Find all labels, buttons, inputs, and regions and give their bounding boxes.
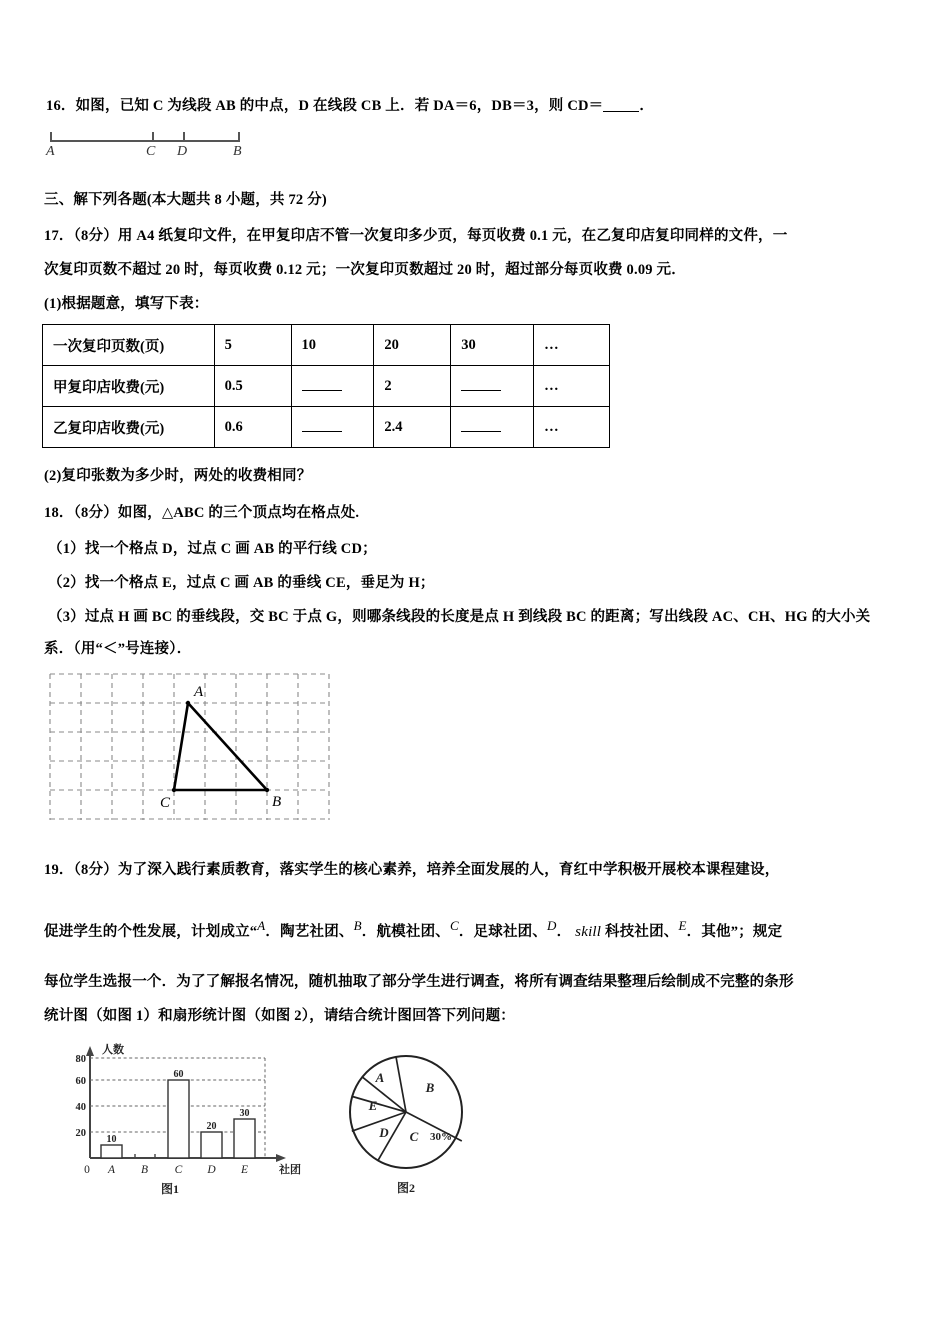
table-cell: 10 xyxy=(291,325,374,366)
x-axis-arrow xyxy=(276,1154,286,1162)
question-19-line-3: 每位学生选报一个．为了了解报名情况，随机抽取了部分学生进行调查，将所有调查结果整理后绘制成不完整的条形 xyxy=(44,974,794,990)
pie-annotation-30pct: 30% xyxy=(430,1131,452,1143)
y-tick-40: 40 xyxy=(75,1102,86,1113)
segment-line xyxy=(50,140,240,142)
bar-D xyxy=(201,1132,222,1158)
bar-chart-club-counts xyxy=(60,1040,310,1200)
option-letter-d: D xyxy=(547,918,557,933)
table-cell: … xyxy=(534,325,610,366)
table-cell: … xyxy=(534,366,610,407)
segment-tick-a xyxy=(50,132,52,141)
table-cell: 30 xyxy=(451,325,534,366)
x-tick-D: D xyxy=(207,1164,216,1176)
segment-label-c: C xyxy=(146,144,156,159)
q19-club-a: ．陶艺社团、 xyxy=(265,923,354,940)
table-cell-blank[interactable] xyxy=(291,366,374,407)
x-origin-label: 0 xyxy=(84,1164,90,1176)
x-tick-labels xyxy=(84,1164,248,1176)
x-tick-B: B xyxy=(140,1164,149,1176)
question-16-text xyxy=(46,98,654,115)
question-17-sub-1: (1)根据题意，填写下表： xyxy=(44,296,209,312)
question-18-line-2: （1）找一个格点 D，过点 C 画 AB 的平行线 CD； xyxy=(48,541,377,557)
table-row-header: 乙复印店收费(元) xyxy=(43,407,215,448)
question-17-sub-2: (2)复印张数为多少时，两处的收费相同？ xyxy=(44,468,312,484)
table-row xyxy=(43,325,610,366)
q19-clause-intro: 促进学生的个性发展，计划成立“ xyxy=(44,923,258,940)
pie-label-C: C xyxy=(409,1129,419,1144)
table-row xyxy=(43,366,610,407)
vertex-label-b: B xyxy=(272,794,282,810)
table-cell: 20 xyxy=(374,325,451,366)
answer-blank xyxy=(302,378,342,391)
section-heading: 三、解下列各题(本大题共 8 小题，共 72 分) xyxy=(44,192,327,208)
pie-chart-club-share xyxy=(340,1040,510,1200)
y-axis-title: 人数 xyxy=(102,1044,124,1056)
pie-label-B: B xyxy=(425,1080,435,1095)
question-18-line-3: （2）找一个格点 E，过点 C 画 AB 的垂线 CE，垂足为 H； xyxy=(48,575,435,591)
segment-label-d: D xyxy=(177,144,188,159)
vertex-label-a: A xyxy=(194,684,204,700)
question-17-line-2: 次复印页数不超过 20 时，每页收费 0.12 元；一次复印页数超过 20 时，超过部分每页收费 0.09 元． xyxy=(44,262,686,278)
table-row xyxy=(43,407,610,448)
chart-bars xyxy=(101,1080,255,1158)
question-18-line-4: （3）过点 H 画 BC 的垂线段，交 BC 于点 G，则哪条线段的长度是点 H 到线段 BC 的距离；写出线段 AC、CH、HG 的大小关 xyxy=(48,609,871,625)
bar-C xyxy=(168,1080,189,1158)
q19-club-b: ．航模社团、 xyxy=(361,923,450,940)
triangle-abc xyxy=(172,701,269,792)
y-tick-80: 80 xyxy=(75,1054,86,1065)
table-cell-blank[interactable] xyxy=(451,407,534,448)
table-cell: 0.6 xyxy=(214,407,291,448)
question-16-stem: 16．如图，已知 C 为线段 AB 的中点，D 在线段 CB 上．若 DA＝6，DB＝3，则 CD＝ xyxy=(46,98,604,114)
x-axis-title: 社团 xyxy=(279,1164,301,1176)
q19-club-d: 科技社团、 xyxy=(605,923,679,940)
bar-A xyxy=(101,1145,122,1158)
question-18-line-1: 18．（8分）如图，△ABC 的三个顶点均在格点处. xyxy=(44,505,360,521)
copy-fee-table xyxy=(42,324,610,448)
skill-word: skill xyxy=(575,923,602,940)
pie-label-E: E xyxy=(368,1098,378,1113)
segment-tick-c xyxy=(152,132,154,141)
option-letter-c: C xyxy=(449,918,459,933)
triangle-on-grid-figure xyxy=(48,672,332,822)
y-tick-labels xyxy=(76,1054,87,1139)
bar-label-D: 20 xyxy=(206,1121,217,1132)
question-17-line-1: 17．（8分）用 A4 纸复印文件，在甲复印店不管一次复印多少页，每页收费 0.1 元，在乙复印店复印同样的文件，一 xyxy=(44,228,788,244)
segment-label-b: B xyxy=(233,144,242,159)
table-cell: 2.4 xyxy=(374,407,451,448)
x-tick-E: E xyxy=(240,1164,249,1176)
figure-1-caption: 图1 xyxy=(160,1182,180,1196)
question-19-line-4: 统计图（如图 1）和扇形统计图（如图 2），请结合统计图回答下列问题： xyxy=(44,1008,515,1024)
segment-label-a: A xyxy=(46,144,55,159)
pie-label-D: D xyxy=(379,1125,389,1140)
answer-blank xyxy=(461,378,501,391)
option-letter-a: A xyxy=(257,918,266,933)
grid-lines xyxy=(50,674,329,820)
answer-blank-16 xyxy=(603,111,639,112)
y-axis-arrow xyxy=(86,1046,94,1056)
table-cell-blank[interactable] xyxy=(451,366,534,407)
q19-club-c: ．足球社团、 xyxy=(458,923,548,940)
bar-label-E: 30 xyxy=(239,1108,250,1119)
bar-label-C: 60 xyxy=(173,1069,184,1080)
q19-dot-d: ． xyxy=(556,923,572,940)
table-row-header: 甲复印店收费(元) xyxy=(43,366,215,407)
segment-AB-diagram xyxy=(46,128,246,164)
question-19-line-1: 19．（8分）为了深入践行素质教育，落实学生的核心素养，培养全面发展的人，育红中学积极开展校本课程建设， xyxy=(44,862,780,878)
table-cell: 0.5 xyxy=(214,366,291,407)
y-tick-20: 20 xyxy=(75,1128,86,1139)
pie-label-A: A xyxy=(375,1070,385,1085)
table-cell-blank[interactable] xyxy=(291,407,374,448)
x-tick-C: C xyxy=(174,1164,183,1176)
vertex-label-c: C xyxy=(160,795,171,811)
q19-club-e: ．其他”；规定 xyxy=(686,923,783,940)
table-cell: 2 xyxy=(374,366,451,407)
x-tick-A: A xyxy=(107,1164,116,1176)
bar-label-A: 10 xyxy=(106,1134,117,1145)
option-letter-e: E xyxy=(678,918,687,933)
segment-tick-d xyxy=(183,132,185,141)
answer-blank xyxy=(302,419,342,432)
segment-tick-b xyxy=(238,132,240,141)
table-row-header: 一次复印页数(页) xyxy=(43,325,215,366)
y-tick-60: 60 xyxy=(75,1076,86,1087)
question-19-line-2 xyxy=(44,918,782,941)
answer-blank xyxy=(461,419,501,432)
table-cell: 5 xyxy=(214,325,291,366)
figure-2-caption: 图2 xyxy=(396,1181,416,1195)
option-letter-b: B xyxy=(353,918,362,933)
pie-slice-labels xyxy=(368,1070,452,1144)
question-16-period: ． xyxy=(639,98,655,114)
question-18-line-5: 系．（用“＜”号连接）． xyxy=(44,641,192,657)
table-cell: … xyxy=(534,407,610,448)
bar-E xyxy=(234,1119,255,1158)
